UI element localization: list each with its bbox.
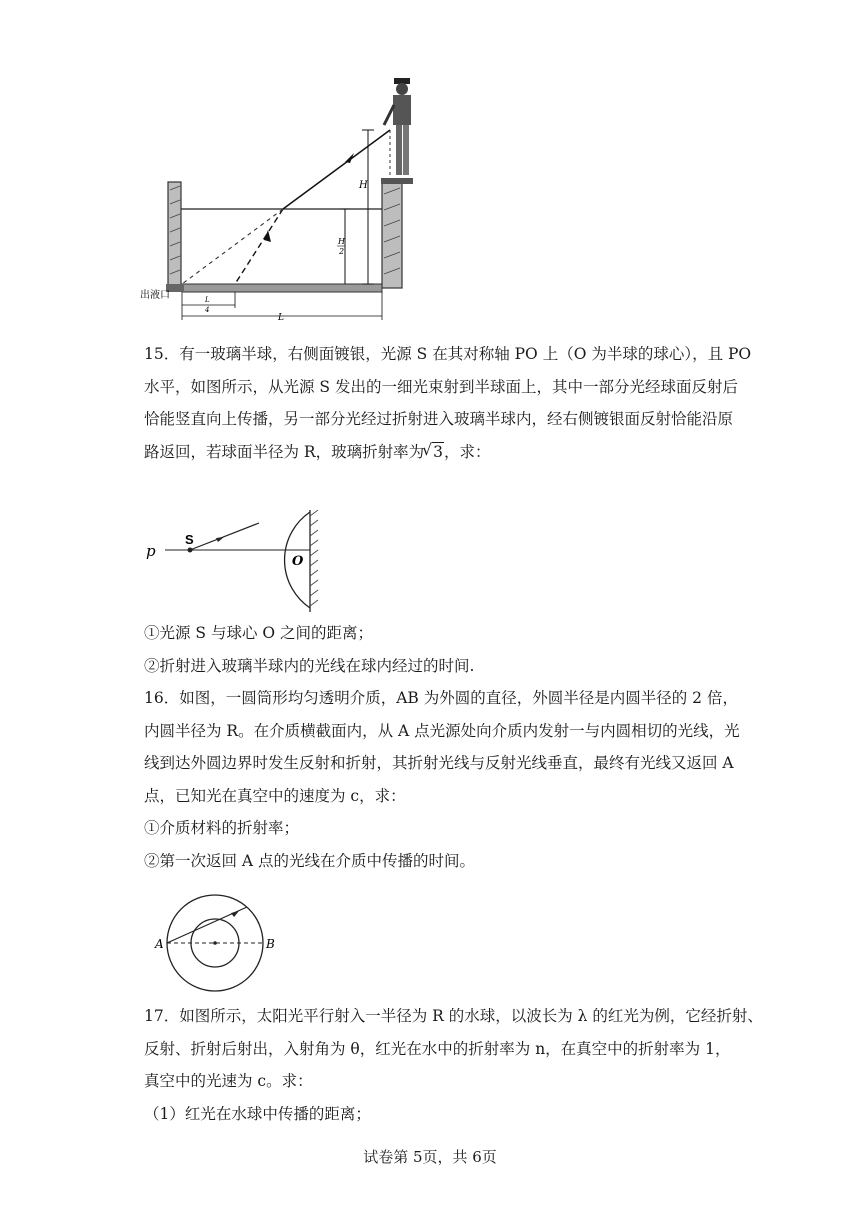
l-quarter-den-label: 4 <box>205 306 210 314</box>
question-16 <box>144 682 740 877</box>
sqrt-symbol <box>424 436 444 469</box>
q15-line-1: 15．有一玻璃半球，右侧面镀银，光源 S 在其对称轴 PO 上（O 为半球的球心），且 PO <box>144 345 752 363</box>
label-b: B <box>266 937 275 951</box>
question-15 <box>144 338 752 468</box>
h-label: H <box>359 180 368 191</box>
question-15-items <box>144 617 719 682</box>
q15-line-4-text: 路返回，若球面半径为 R，玻璃折射率为 <box>144 442 425 461</box>
q16-line-4: 点，已知光在真空中的速度为 c，求： <box>144 786 406 805</box>
q17-line-2: 反射、折射后射出，入射角为 θ，红光在水中的折射率为 n，在真空中的折射率为 1， <box>144 1039 731 1058</box>
q16-item-1: ①介质材料的折射率； <box>144 819 300 837</box>
label-o: O <box>292 554 304 569</box>
question-17 <box>144 1000 763 1130</box>
q15-item-1: ①光源 S 与球心 O 之间的距离； <box>144 624 374 642</box>
l-label: L <box>278 313 284 323</box>
q17-line-3: 真空中的光速为 c。求： <box>144 1072 313 1090</box>
label-p: p <box>146 542 156 560</box>
q17-line-1: 17．如图所示，太阳光平行射入一半径为 R 的水球，以波长为 λ 的红光为例，它经折射、 <box>144 1007 763 1025</box>
pool-figure <box>140 70 420 325</box>
q15-item-2: ②折射进入玻璃半球内的光线在球内经过的时间. <box>144 656 475 675</box>
observer-icon <box>384 78 411 175</box>
q17-item-1: （1）红光在水球中传播的距离； <box>144 1104 371 1123</box>
label-a: A <box>155 937 164 951</box>
outlet-label: 出液口 <box>140 290 170 301</box>
sqrt-radicand: 3 <box>433 442 443 461</box>
q16-line-3: 线到达外圆边界时发生反射和折射，其折射光线与反射光线垂直，最终有光线又返回 A <box>144 754 734 772</box>
q16-line-1: 16．如图，一圆筒形均匀透明介质，AB 为外圆的直径，外圆半径是内圆半径的 2 倍， <box>144 689 738 707</box>
h-half-den-label: 2 <box>339 247 345 256</box>
h-half-num-label: H <box>338 237 345 246</box>
q15-line-3: 恰能竖直向上传播，另一部分光经过折射进入玻璃半球内，经右侧镀银面反射恰能沿原 <box>144 410 734 428</box>
q16-line-2: 内圆半径为 R。在介质横截面内，从 A 点光源处向介质内发射一与内圆相切的光线，光 <box>144 721 740 740</box>
hemisphere-figure <box>140 510 330 620</box>
page-footer: 试卷第 5页，共 6页 <box>363 1148 497 1166</box>
label-s: S <box>185 532 194 547</box>
l-quarter-num-label: L <box>205 296 210 304</box>
q15-line-4-end: ，求： <box>443 442 491 461</box>
q15-line-4 <box>144 436 719 469</box>
cylinder-figure <box>150 893 280 993</box>
q15-line-2: 水平，如图所示，从光源 S 发出的一细光束射到半球面上，其中一部分光经球面反射后 <box>144 377 738 396</box>
q16-item-2: ②第一次返回 A 点的光线在介质中传播的时间。 <box>144 851 476 870</box>
